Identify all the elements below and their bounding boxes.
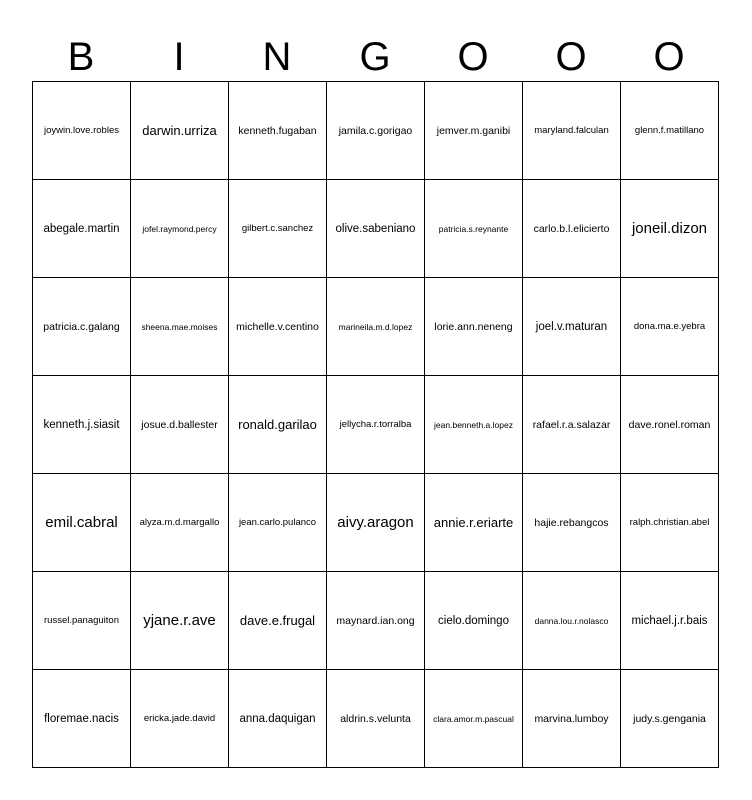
header-letter-i: I [173, 35, 185, 79]
header-letter-g: G [359, 35, 391, 79]
bingo-header [32, 33, 718, 81]
bingo-cell: kenneth.fugaban [229, 82, 327, 180]
header-letter-o: O [555, 35, 587, 79]
bingo-cell: rafael.r.a.salazar [523, 376, 621, 474]
header-letter-n: N [262, 35, 292, 79]
bingo-cell: maynard.ian.ong [327, 572, 425, 670]
bingo-cell: ralph.christian.abel [621, 474, 719, 572]
bingo-cell: hajie.rebangcos [523, 474, 621, 572]
bingo-cell: kenneth.j.siasit [33, 376, 131, 474]
bingo-cell: judy.s.gengania [621, 670, 719, 768]
bingo-cell: aivy.aragon [327, 474, 425, 572]
bingo-cell: aldrin.s.velunta [327, 670, 425, 768]
bingo-cell: floremae.nacis [33, 670, 131, 768]
bingo-cell: ronald.garilao [229, 376, 327, 474]
bingo-cell: joneil.dizon [621, 180, 719, 278]
bingo-cell: ericka.jade.david [131, 670, 229, 768]
bingo-cell: anna.daquigan [229, 670, 327, 768]
bingo-cell: josue.d.ballester [131, 376, 229, 474]
bingo-cell: annie.r.eriarte [425, 474, 523, 572]
bingo-cell: olive.sabeniano [327, 180, 425, 278]
bingo-cell: russel.panaguiton [33, 572, 131, 670]
bingo-cell: jellycha.r.torralba [327, 376, 425, 474]
bingo-cell: marineila.m.d.lopez [327, 278, 425, 376]
bingo-cell: emil.cabral [33, 474, 131, 572]
bingo-cell: jean.carlo.pulanco [229, 474, 327, 572]
bingo-cell: abegale.martin [33, 180, 131, 278]
bingo-cell: marvina.lumboy [523, 670, 621, 768]
bingo-cell: maryland.falculan [523, 82, 621, 180]
bingo-cell: jean.benneth.a.lopez [425, 376, 523, 474]
bingo-cell: joywin.love.robles [33, 82, 131, 180]
bingo-cell: lorie.ann.neneng [425, 278, 523, 376]
bingo-cell: patricia.c.galang [33, 278, 131, 376]
bingo-cell: sheena.mae.moises [131, 278, 229, 376]
bingo-cell: clara.amor.m.pascual [425, 670, 523, 768]
bingo-cell: dave.ronel.roman [621, 376, 719, 474]
bingo-cell: alyza.m.d.margallo [131, 474, 229, 572]
bingo-cell: jemver.m.ganibi [425, 82, 523, 180]
bingo-cell: cielo.domingo [425, 572, 523, 670]
bingo-board [32, 81, 719, 768]
bingo-cell: michelle.v.centino [229, 278, 327, 376]
bingo-cell: dave.e.frugal [229, 572, 327, 670]
bingo-cell: carlo.b.l.elicierto [523, 180, 621, 278]
bingo-cell: danna.lou.r.nolasco [523, 572, 621, 670]
bingo-cell: darwin.urriza [131, 82, 229, 180]
bingo-cell: michael.j.r.bais [621, 572, 719, 670]
bingo-cell: gilbert.c.sanchez [229, 180, 327, 278]
bingo-cell: dona.ma.e.yebra [621, 278, 719, 376]
header-letter-o: O [457, 35, 489, 79]
header-letter-o: O [653, 35, 685, 79]
bingo-cell: yjane.r.ave [131, 572, 229, 670]
bingo-cell: jamila.c.gorigao [327, 82, 425, 180]
bingo-cell: jofel.raymond.percy [131, 180, 229, 278]
bingo-cell: glenn.f.matillano [621, 82, 719, 180]
bingo-cell: patricia.s.reynante [425, 180, 523, 278]
header-letter-b: B [67, 35, 95, 79]
bingo-cell: joel.v.maturan [523, 278, 621, 376]
